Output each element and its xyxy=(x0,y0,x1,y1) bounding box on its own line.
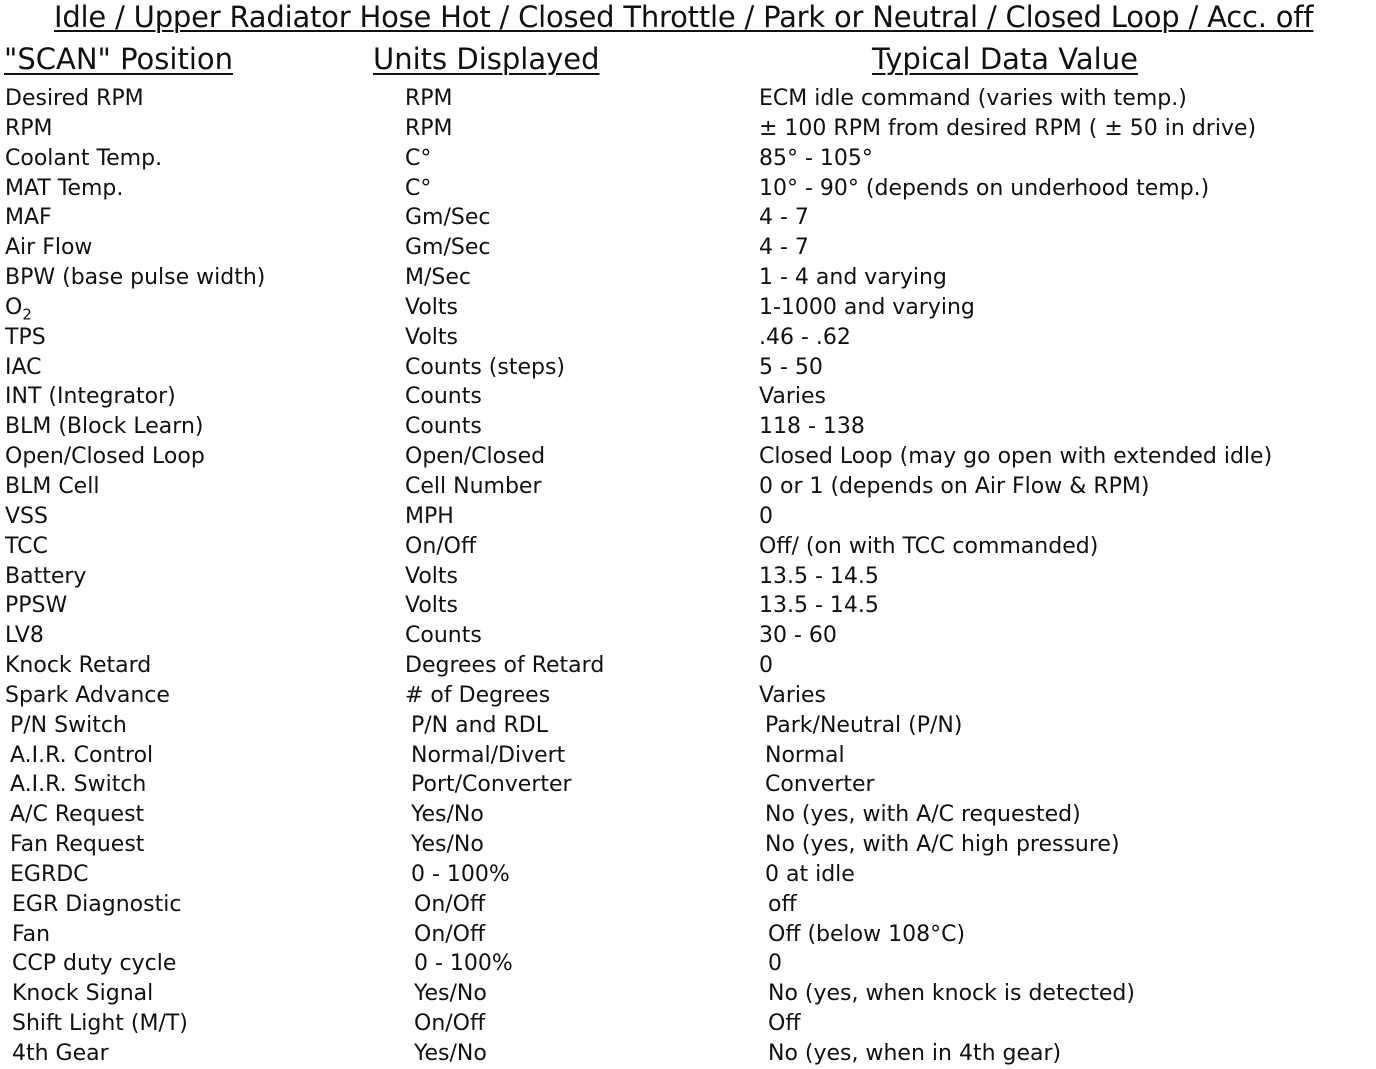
table-row xyxy=(0,1039,1376,1069)
units-cell: Open/Closed xyxy=(405,444,546,470)
column-header-units-displayed: Units Displayed xyxy=(373,42,600,76)
scan-position-cell: Air Flow xyxy=(5,235,93,261)
units-cell: RPM xyxy=(405,86,453,111)
scan-position-cell: Fan xyxy=(12,921,51,947)
table-row xyxy=(0,174,1376,204)
units-cell: RPM xyxy=(405,115,453,141)
units-cell: Port/Converter xyxy=(411,772,572,798)
table-row xyxy=(0,263,1376,293)
table-row xyxy=(0,621,1376,651)
typical-value-cell: 0 xyxy=(768,951,782,977)
units-cell: Gm/Sec xyxy=(405,235,491,261)
table-row xyxy=(0,741,1376,771)
scan-position-cell: Coolant Temp. xyxy=(5,145,163,171)
scan-position-cell: CCP duty cycle xyxy=(12,951,177,977)
typical-value-cell: 4 - 7 xyxy=(759,235,809,261)
units-cell: Yes/No xyxy=(414,1041,487,1066)
units-cell: M/Sec xyxy=(405,265,471,291)
scan-position-cell: P/N Switch xyxy=(10,712,127,738)
units-cell: 0 - 100% xyxy=(411,861,510,887)
table-row xyxy=(0,770,1376,800)
units-cell: Volts xyxy=(405,593,459,619)
table-row xyxy=(0,1009,1376,1039)
typical-value-cell: No (yes, with A/C requested) xyxy=(765,802,1081,828)
table-row xyxy=(0,681,1376,711)
scan-position-cell: BLM Cell xyxy=(5,473,100,499)
units-cell: 0 - 100% xyxy=(414,951,513,977)
scan-position-cell: EGR Diagnostic xyxy=(12,891,182,917)
table-row xyxy=(0,800,1376,830)
typical-value-cell: 0 xyxy=(759,503,773,529)
scan-position-cell: A/C Request xyxy=(10,802,145,828)
scan-data-table xyxy=(0,84,1376,1069)
scan-position-cell: IAC xyxy=(5,354,42,380)
table-row xyxy=(0,979,1376,1009)
typical-value-cell: Normal xyxy=(765,742,845,768)
scan-position-cell: EGRDC xyxy=(10,861,89,887)
table-row xyxy=(0,591,1376,621)
typical-value-cell: 118 - 138 xyxy=(759,414,865,440)
units-cell: # of Degrees xyxy=(405,682,551,708)
scan-position-cell: MAF xyxy=(5,205,52,231)
table-row xyxy=(0,830,1376,860)
units-cell: P/N and RDL xyxy=(411,712,548,738)
units-cell: MPH xyxy=(405,503,454,529)
typical-value-cell: ± 100 RPM from desired RPM ( ± 50 in drive) xyxy=(759,115,1257,141)
table-row xyxy=(0,293,1376,323)
units-cell: Cell Number xyxy=(405,473,542,499)
typical-value-cell: Converter xyxy=(765,772,875,798)
scan-position-cell: Desired RPM xyxy=(5,86,144,111)
table-row xyxy=(0,532,1376,562)
scan-position-cell: A.I.R. Control xyxy=(10,742,154,768)
scan-position-cell: Fan Request xyxy=(10,832,145,858)
table-row xyxy=(0,711,1376,741)
units-cell: Counts (steps) xyxy=(405,354,566,380)
scan-position-cell: BPW (base pulse width) xyxy=(5,265,266,291)
units-cell: Counts xyxy=(405,623,482,649)
units-cell: On/Off xyxy=(414,891,486,917)
scan-position-subscript: 2 xyxy=(22,305,32,324)
units-cell: On/Off xyxy=(405,533,477,559)
typical-value-cell: Off (below 108°C) xyxy=(768,921,966,947)
typical-value-cell: 85° - 105° xyxy=(759,145,873,171)
page-title: Idle / Upper Radiator Hose Hot / Closed Throttle / Park or Neutral / Closed Loop / Acc. off xyxy=(54,0,1314,34)
typical-value-cell: 13.5 - 14.5 xyxy=(759,563,879,589)
scan-position-cell: Spark Advance xyxy=(5,682,170,708)
scan-position-main: O xyxy=(5,294,23,320)
units-cell: C° xyxy=(405,145,432,171)
typical-value-cell: Closed Loop (may go open with extended idle) xyxy=(759,444,1273,470)
scan-position-cell: RPM xyxy=(5,115,53,141)
table-row xyxy=(0,502,1376,532)
units-cell: On/Off xyxy=(414,921,486,947)
units-cell: Volts xyxy=(405,563,459,589)
table-row xyxy=(0,382,1376,412)
typical-value-cell: 30 - 60 xyxy=(759,623,837,649)
scan-position-cell: BLM (Block Learn) xyxy=(5,414,204,440)
units-cell: Volts xyxy=(405,324,459,350)
table-row xyxy=(0,920,1376,950)
table-row xyxy=(0,860,1376,890)
scan-position-cell: MAT Temp. xyxy=(5,175,124,201)
typical-value-cell: .46 - .62 xyxy=(759,324,851,350)
units-cell: Counts xyxy=(405,384,482,410)
table-row xyxy=(0,890,1376,920)
column-header-scan-position: "SCAN" Position xyxy=(4,42,233,76)
scan-position-cell: Knock Retard xyxy=(5,653,152,679)
units-cell: Gm/Sec xyxy=(405,205,491,231)
typical-value-cell: 1 - 4 and varying xyxy=(759,265,947,291)
scan-position-cell: TCC xyxy=(5,533,48,559)
scan-position-cell: INT (Integrator) xyxy=(5,384,176,410)
scan-position-cell: TPS xyxy=(5,324,46,350)
scan-position-cell: 4th Gear xyxy=(12,1041,109,1066)
table-row xyxy=(0,472,1376,502)
typical-value-cell: Varies xyxy=(759,384,826,410)
typical-value-cell: 0 at idle xyxy=(765,861,855,887)
table-row xyxy=(0,651,1376,681)
scan-position-cell xyxy=(5,293,32,323)
typical-value-cell: Varies xyxy=(759,682,826,708)
units-cell: On/Off xyxy=(414,1011,486,1037)
table-row xyxy=(0,412,1376,442)
scan-position-cell: Open/Closed Loop xyxy=(5,444,205,470)
units-cell: Yes/No xyxy=(411,832,484,858)
units-cell: Normal/Divert xyxy=(411,742,566,768)
units-cell: Volts xyxy=(405,294,459,320)
typical-value-cell: No (yes, when in 4th gear) xyxy=(768,1041,1062,1066)
table-row xyxy=(0,323,1376,353)
typical-value-cell: 0 or 1 (depends on Air Flow & RPM) xyxy=(759,473,1150,499)
typical-value-cell: ECM idle command (varies with temp.) xyxy=(759,86,1187,111)
typical-value-cell: No (yes, with A/C high pressure) xyxy=(765,832,1120,858)
scan-position-cell: Battery xyxy=(5,563,87,589)
typical-value-cell: 1-1000 and varying xyxy=(759,294,975,320)
table-row xyxy=(0,442,1376,472)
table-row xyxy=(0,114,1376,144)
typical-value-cell: 0 xyxy=(759,653,773,679)
typical-value-cell: off xyxy=(768,891,797,917)
units-cell: Counts xyxy=(405,414,482,440)
column-header-typical-data-value: Typical Data Value xyxy=(872,42,1138,76)
table-row xyxy=(0,84,1376,114)
units-cell: Degrees of Retard xyxy=(405,653,605,679)
table-row xyxy=(0,203,1376,233)
units-cell: C° xyxy=(405,175,432,201)
table-row xyxy=(0,233,1376,263)
table-row xyxy=(0,144,1376,174)
scan-position-cell: LV8 xyxy=(5,623,44,649)
table-row xyxy=(0,353,1376,383)
scan-position-cell: A.I.R. Switch xyxy=(10,772,147,798)
typical-value-cell: Park/Neutral (P/N) xyxy=(765,712,963,738)
scan-position-cell: Shift Light (M/T) xyxy=(12,1011,188,1037)
table-row xyxy=(0,949,1376,979)
scan-position-cell: Knock Signal xyxy=(12,981,154,1007)
typical-value-cell: Off/ (on with TCC commanded) xyxy=(759,533,1099,559)
typical-value-cell: 13.5 - 14.5 xyxy=(759,593,879,619)
typical-value-cell: 10° - 90° (depends on underhood temp.) xyxy=(759,175,1210,201)
typical-value-cell: No (yes, when knock is detected) xyxy=(768,981,1135,1007)
scan-position-cell: PPSW xyxy=(5,593,68,619)
table-row xyxy=(0,562,1376,592)
typical-value-cell: 5 - 50 xyxy=(759,354,823,380)
typical-value-cell: Off xyxy=(768,1011,801,1037)
units-cell: Yes/No xyxy=(414,981,487,1007)
units-cell: Yes/No xyxy=(411,802,484,828)
typical-value-cell: 4 - 7 xyxy=(759,205,809,231)
scan-position-cell: VSS xyxy=(5,503,48,529)
